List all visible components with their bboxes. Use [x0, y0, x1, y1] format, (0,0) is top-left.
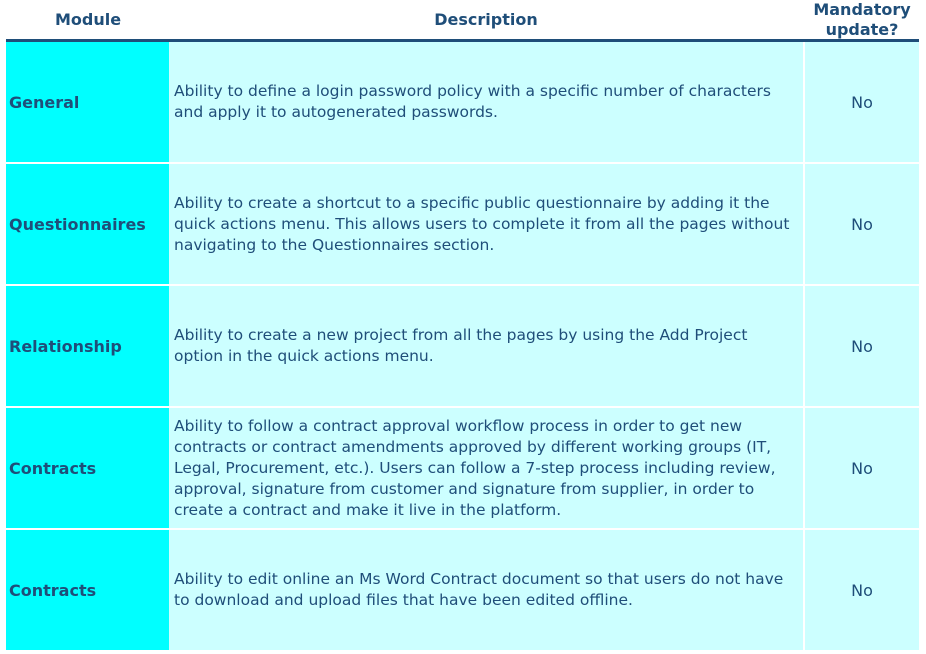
module-cell: Relationship — [6, 286, 169, 406]
table-header — [0, 0, 926, 40]
description-cell: Ability to follow a contract approval workflow process in order to get new contracts or contract amendments approved by different working groups (IT, Legal, Procurement, etc.). Users can follow a 7-step process including review, approval, signature from customer and signature from supplier, in order to create a contract and make it live in the platform. — [169, 408, 803, 528]
mandatory-cell: No — [805, 530, 919, 650]
module-cell: General — [6, 42, 169, 162]
header-module: Module — [54, 10, 122, 29]
description-cell: Ability to create a new project from all the pages by using the Add Project option in the quick actions menu. — [169, 286, 803, 406]
mandatory-cell: No — [805, 42, 919, 162]
description-cell: Ability to create a shortcut to a specific public questionnaire by adding it the quick actions menu. This allows users to complete it from all the pages without navigating to the Questionnaires section. — [169, 164, 803, 284]
table-row — [6, 408, 920, 528]
table-body — [6, 42, 920, 652]
description-cell: Ability to edit online an Ms Word Contract document so that users do not have to download and upload files that have been edited offline. — [169, 530, 803, 650]
header-description: Description — [434, 10, 538, 29]
mandatory-cell: No — [805, 408, 919, 528]
module-cell: Contracts — [6, 408, 169, 528]
table-row — [6, 286, 920, 406]
table-row — [6, 530, 920, 650]
header-mandatory-update: Mandatory update? — [813, 0, 911, 39]
module-cell: Questionnaires — [6, 164, 169, 284]
mandatory-cell: No — [805, 164, 919, 284]
mandatory-cell: No — [805, 286, 919, 406]
description-cell: Ability to define a login password policy with a specific number of characters and apply it to autogenerated passwords. — [169, 42, 803, 162]
module-cell: Contracts — [6, 530, 169, 650]
table-row — [6, 42, 920, 162]
table-row — [6, 164, 920, 284]
